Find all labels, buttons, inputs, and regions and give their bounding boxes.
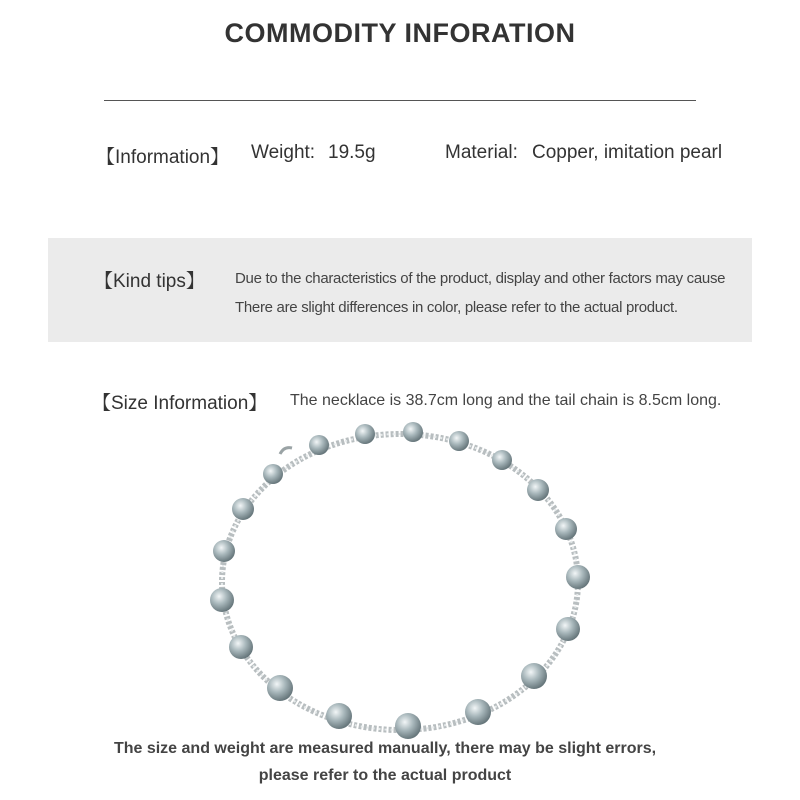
kind-tips-panel bbox=[48, 238, 752, 342]
pearl-bead bbox=[403, 422, 423, 442]
pearl-bead bbox=[213, 540, 235, 562]
pearl-bead bbox=[267, 675, 293, 701]
pearl-bead bbox=[232, 498, 254, 520]
size-information-text: The necklace is 38.7cm long and the tail chain is 8.5cm long. bbox=[290, 392, 722, 409]
pearl-bead bbox=[555, 518, 577, 540]
pearl-bead bbox=[263, 464, 283, 484]
pearl-bead bbox=[492, 450, 512, 470]
pearl-bead bbox=[309, 435, 329, 455]
material-label: Material: bbox=[445, 142, 518, 163]
weight-label: Weight: bbox=[251, 142, 316, 163]
size-information-label: 【Size Information】 bbox=[92, 393, 268, 414]
pearl-bead bbox=[465, 699, 491, 725]
measurement-note-line-1: The size and weight are measured manually, there may be slight errors, bbox=[113, 740, 657, 757]
pearl-bead bbox=[395, 713, 421, 739]
kind-tips-label: 【Kind tips】 bbox=[94, 271, 205, 292]
kind-tips-line-2: There are slight differences in color, please refer to the actual product. bbox=[235, 299, 678, 316]
title-divider bbox=[104, 100, 696, 101]
pearl-bead bbox=[355, 424, 375, 444]
pearl-bead bbox=[566, 565, 590, 589]
pearl-bead bbox=[449, 431, 469, 451]
pearl-bead bbox=[556, 617, 580, 641]
page-title: COMMODITY INFORATION bbox=[224, 18, 576, 48]
material-value: Copper, imitation pearl bbox=[532, 142, 723, 163]
pearl-bead bbox=[210, 588, 234, 612]
pearl-beads bbox=[210, 422, 590, 739]
clasp-icon bbox=[280, 448, 292, 454]
information-label: 【Information】 bbox=[96, 147, 230, 168]
information-row bbox=[96, 142, 776, 172]
pearl-necklace-image bbox=[200, 420, 600, 750]
pearl-bead bbox=[326, 703, 352, 729]
pearl-bead bbox=[229, 635, 253, 659]
pearl-bead bbox=[521, 663, 547, 689]
weight-value: 19.5g bbox=[328, 142, 376, 163]
measurement-note-line-2: please refer to the actual product bbox=[258, 767, 512, 784]
pearl-bead bbox=[527, 479, 549, 501]
kind-tips-line-1: Due to the characteristics of the product, display and other factors may cause bbox=[235, 270, 726, 287]
